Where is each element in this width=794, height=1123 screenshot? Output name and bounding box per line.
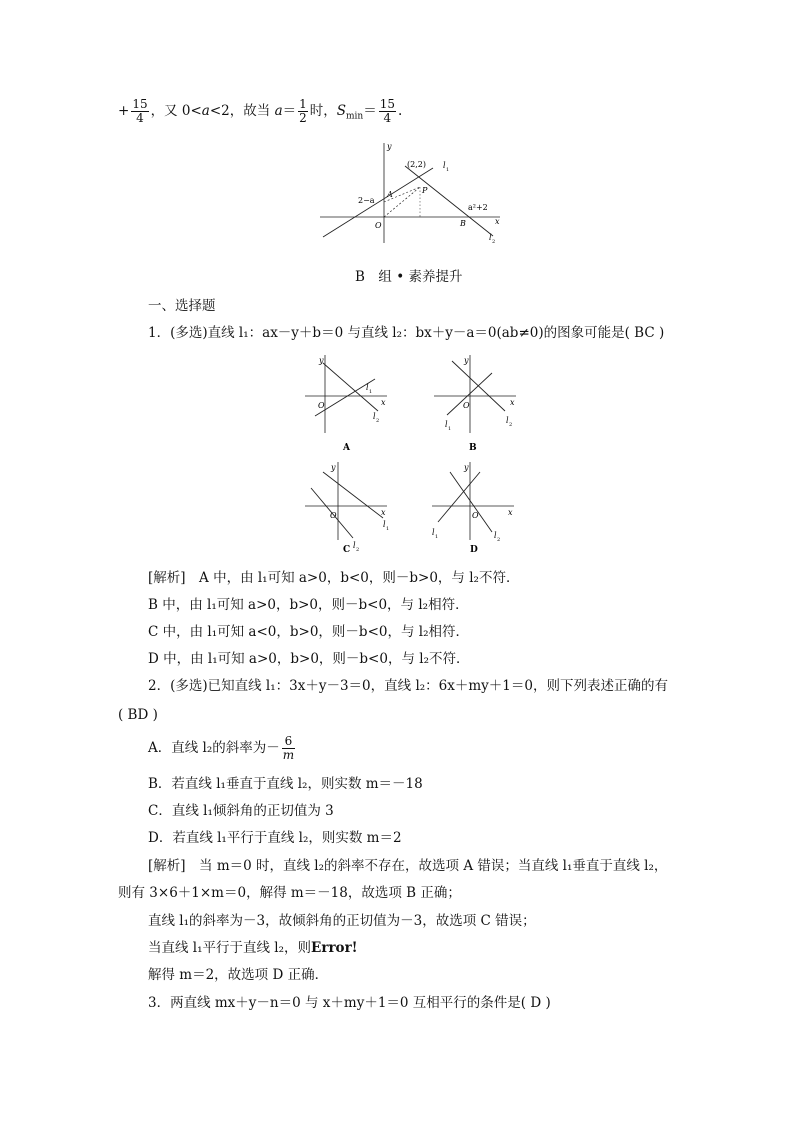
choice-b-label: B [469,443,477,453]
svg-text:l: l [506,416,509,425]
svg-text:l: l [445,420,448,429]
svg-text:l: l [366,383,369,392]
q2-answer: ( BD ) [118,707,158,723]
q2-analysis-4: 当直线 l₁平行于直线 l₂，则Error! [148,940,358,956]
svg-text:2: 2 [492,239,496,245]
l2-label: l [489,233,492,242]
choice-c-label: C [343,545,351,555]
q3-stem: 3．两直线 mx＋y－n＝0 与 x＋my＋1＝0 互相平行的条件是( D ) [148,995,551,1011]
svg-text:O: O [472,511,479,520]
choice-d-label: D [470,545,478,555]
q1-figure-b [432,353,522,453]
svg-text:x: x [508,508,513,517]
point-p-label: P [422,186,428,195]
svg-text:y: y [464,356,469,365]
svg-text:2: 2 [509,422,513,428]
svg-text:2: 2 [376,418,380,424]
svg-text:x: x [381,398,386,407]
q1-figure-d [430,460,525,560]
svg-text:l: l [494,531,497,540]
y-axis-label: y [387,142,392,151]
svg-text:2: 2 [497,537,501,543]
error-text: Error! [311,940,358,956]
q2-option-b: B．若直线 l₁垂直于直线 l₂，则实数 m＝－18 [148,776,423,792]
q1-stem: 1．(多选)直线 l₁：ax－y＋b＝0 与直线 l₂：bx＋y－a＝0(ab≠0)的图象可能是( BC ) [148,325,665,341]
svg-text:l: l [373,412,376,421]
q2-analysis-5: 解得 m＝2，故选项 D 正确． [148,967,329,983]
q2-option-c: C．直线 l₁倾斜角的正切值为 3 [148,803,334,819]
l1-label: l [443,161,446,170]
a2-plus-2-label: a²+2 [468,203,488,212]
svg-text:y: y [331,463,336,472]
svg-text:1: 1 [369,389,373,395]
section-b-title: B 组 • 素养提升 [355,269,463,285]
svg-text:x: x [510,398,515,407]
fraction-15-4-b: $\frac{15}{4}$ [379,97,396,125]
q1-analysis-b: B 中，由 l₁可知 a>0，b>0，则－b<0，与 l₂相符． [148,597,469,613]
svg-text:O: O [330,511,337,520]
x-axis-label: x [495,217,500,226]
choice-a-label: A [343,443,350,453]
svg-text:l: l [353,541,356,550]
point-2-2-label: (2,2) [407,160,426,169]
q1-analysis-d: D 中，由 l₁可知 a>0，b>0，则－b<0，与 l₂不符． [148,651,470,667]
q2-analysis-3: 直线 l₁的斜率为－3，故倾斜角的正切值为－3，故选项 C 错误； [148,913,536,929]
svg-text:y: y [319,356,324,365]
point-b-label: B [460,219,466,228]
section-one-title: 一、选择题 [148,298,216,314]
top-figure [315,140,505,245]
q1-analysis-c: C 中，由 l₁可知 a<0，b>0，则－b<0，与 l₂相符． [148,624,469,640]
q2-analysis-2: 则有 3×6＋1×m＝0，解得 m＝－18，故选项 B 正确； [118,885,461,901]
svg-text:2: 2 [356,547,360,553]
svg-text:y: y [464,463,469,472]
svg-text:l: l [432,528,435,537]
fraction-1-2: $\frac{1}{2}$ [299,97,307,125]
svg-text:O: O [463,401,470,410]
fraction-15-4: $\frac{15}{4}$ [132,97,148,125]
svg-text:1: 1 [446,167,450,173]
svg-text:1: 1 [448,426,452,432]
q1-figure-a [303,353,393,453]
svg-text:O: O [318,401,325,410]
svg-text:x: x [381,508,386,517]
svg-text:1: 1 [435,534,439,540]
point-a-label: A [387,190,393,199]
q2-stem: 2．(多选)已知直线 l₁：3x＋y－3＝0，直线 l₂：6x＋my＋1＝0，则下列表述正确的有 [148,678,668,694]
q2-option-d: D．若直线 l₁平行于直线 l₂，则实数 m＝2 [148,830,402,846]
q2-option-a: A．直线 l₂的斜率为－ $\frac{6}{m}$ [148,734,295,762]
svg-text:1: 1 [386,526,390,532]
q2-analysis-1: [解析] 当 m＝0 时，直线 l₂的斜率不存在，故选项 A 错误；当直线 l₁垂直于直线 l₂， [148,858,668,874]
top-line: + $\frac{15}{4}$ ，又 0<a<2，故当 a＝ $\frac{1}{2}$ 时，$S_{min}=$ $\frac{15}{4}$ . [118,97,403,125]
q1-analysis-a: [解析] A 中，由 l₁可知 a>0，b<0，则－b>0，与 l₂不符． [148,570,520,586]
q1-figure-c [303,460,398,560]
origin-label: O [375,221,382,230]
svg-text:l: l [383,520,386,529]
two-minus-a-label: 2−a [358,196,375,205]
